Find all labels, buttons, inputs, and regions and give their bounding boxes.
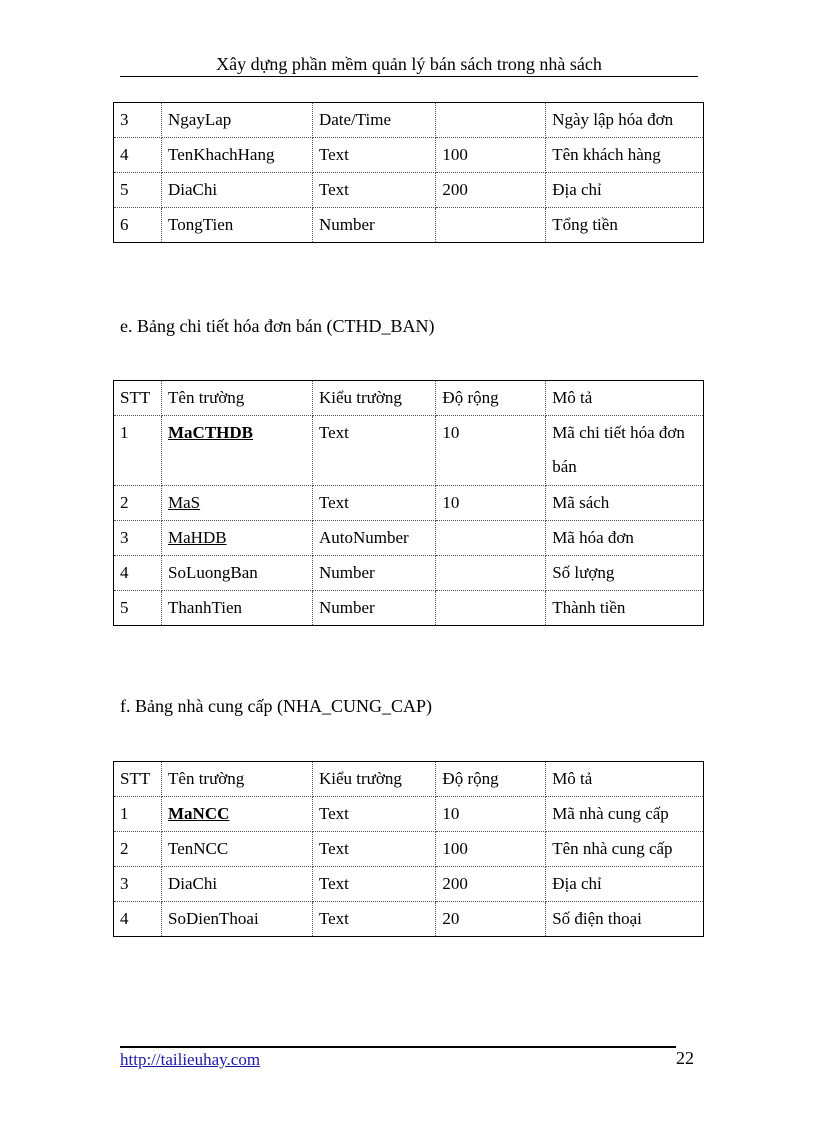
table-cell: Số điện thoại [546, 902, 704, 937]
table-cell: Ngày lập hóa đơn [546, 103, 704, 138]
column-header: Mô tả [546, 762, 704, 797]
table-cell: Số lượng [546, 556, 704, 591]
table-row [114, 902, 704, 937]
table-cell: 3 [114, 867, 162, 902]
table-row [114, 416, 704, 486]
table-cell: Địa chỉ [546, 867, 704, 902]
table-cell [436, 556, 546, 591]
table-cell: 100 [436, 832, 546, 867]
column-header: STT [114, 762, 162, 797]
table-cell: TenKhachHang [162, 138, 313, 173]
footer-divider [120, 1046, 676, 1048]
table-cell [436, 103, 546, 138]
table-cell [162, 521, 313, 556]
table-cell: 10 [436, 486, 546, 521]
table-row [114, 591, 704, 626]
table-cell: DiaChi [162, 173, 313, 208]
table-row [114, 867, 704, 902]
table-cell: 6 [114, 208, 162, 243]
table-cell: Text [312, 486, 435, 521]
table-header-row [114, 762, 704, 797]
table-cell: 4 [114, 556, 162, 591]
table-cell: 10 [436, 797, 546, 832]
page-number: 22 [676, 1048, 694, 1068]
table-cell: 10 [436, 416, 546, 486]
table-row [114, 208, 704, 243]
table-cell: Tên khách hàng [546, 138, 704, 173]
table-cell [162, 797, 313, 832]
table-cell: Mã hóa đơn [546, 521, 704, 556]
table-cell: 3 [114, 521, 162, 556]
table-cell: NgayLap [162, 103, 313, 138]
table-cell: TenNCC [162, 832, 313, 867]
table-row [114, 832, 704, 867]
table-cell: Text [312, 138, 435, 173]
table-row [114, 556, 704, 591]
table-row [114, 138, 704, 173]
foreign-key-field: MaS [168, 493, 201, 512]
table-cell: Mã nhà cung cấp [546, 797, 704, 832]
table-cell: 4 [114, 138, 162, 173]
table-row [114, 173, 704, 208]
table-cell: Mã chi tiết hóa đơn bán [546, 416, 704, 486]
table-cell: 5 [114, 173, 162, 208]
table-cell: 200 [436, 173, 546, 208]
table-cell: ThanhTien [162, 591, 313, 626]
primary-key-field: MaNCC [168, 804, 230, 823]
table-cell: AutoNumber [312, 521, 435, 556]
table-cell: 200 [436, 867, 546, 902]
table-row [114, 797, 704, 832]
table-cell: Number [312, 208, 435, 243]
table-cell: Mã sách [546, 486, 704, 521]
column-header: Độ rộng [436, 381, 546, 416]
table-cell: Text [312, 867, 435, 902]
table-cell: 100 [436, 138, 546, 173]
foreign-key-field: MaHDB [168, 528, 227, 547]
column-header: Tên trường [162, 381, 313, 416]
table-cell [436, 208, 546, 243]
table-cell [436, 521, 546, 556]
table-cell: Text [312, 173, 435, 208]
table-cell: 1 [114, 416, 162, 486]
table-cell: 4 [114, 902, 162, 937]
table-cell: Địa chỉ [546, 173, 704, 208]
column-header: STT [114, 381, 162, 416]
nha-cung-cap-table [113, 761, 704, 937]
table-cell [162, 486, 313, 521]
table-cell: Tên nhà cung cấp [546, 832, 704, 867]
column-header: Độ rộng [436, 762, 546, 797]
table-cell: Number [312, 556, 435, 591]
column-header: Kiểu trường [312, 762, 435, 797]
table-cell: Number [312, 591, 435, 626]
column-header: Tên trường [162, 762, 313, 797]
section-heading-cthd-ban: e. Bảng chi tiết hóa đơn bán (CTHD_BAN) [120, 316, 435, 336]
table-cell: 20 [436, 902, 546, 937]
table-cell: SoDienThoai [162, 902, 313, 937]
table-cell: SoLuongBan [162, 556, 313, 591]
column-header: Kiểu trường [312, 381, 435, 416]
table-header-row [114, 381, 704, 416]
table-cell: 3 [114, 103, 162, 138]
table-cell [162, 416, 313, 486]
table-cell: 2 [114, 832, 162, 867]
table-cell: Text [312, 832, 435, 867]
table-cell: Date/Time [312, 103, 435, 138]
table-cell: Text [312, 902, 435, 937]
table-cell: Thành tiền [546, 591, 704, 626]
table-row [114, 486, 704, 521]
primary-key-field: MaCTHDB [168, 423, 254, 442]
table-cell: Text [312, 416, 435, 486]
table-row [114, 103, 704, 138]
table-cell [436, 591, 546, 626]
table-cell: TongTien [162, 208, 313, 243]
footer-link[interactable]: http://tailieuhay.com [120, 1050, 261, 1069]
section-heading-nha-cung-cap: f. Bảng nhà cung cấp (NHA_CUNG_CAP) [120, 696, 432, 716]
table-row [114, 521, 704, 556]
cthd-ban-table [113, 380, 704, 626]
table-cell: Text [312, 797, 435, 832]
table-cell: Tổng tiền [546, 208, 704, 243]
table-cell: 1 [114, 797, 162, 832]
table-cell: DiaChi [162, 867, 313, 902]
page-header-title: Xây dựng phần mềm quản lý bán sách trong nhà sách [216, 54, 602, 74]
table-cell: 2 [114, 486, 162, 521]
header-divider [120, 76, 698, 77]
table-cell: 5 [114, 591, 162, 626]
column-header: Mô tả [546, 381, 704, 416]
invoice-table-continued [113, 102, 704, 243]
